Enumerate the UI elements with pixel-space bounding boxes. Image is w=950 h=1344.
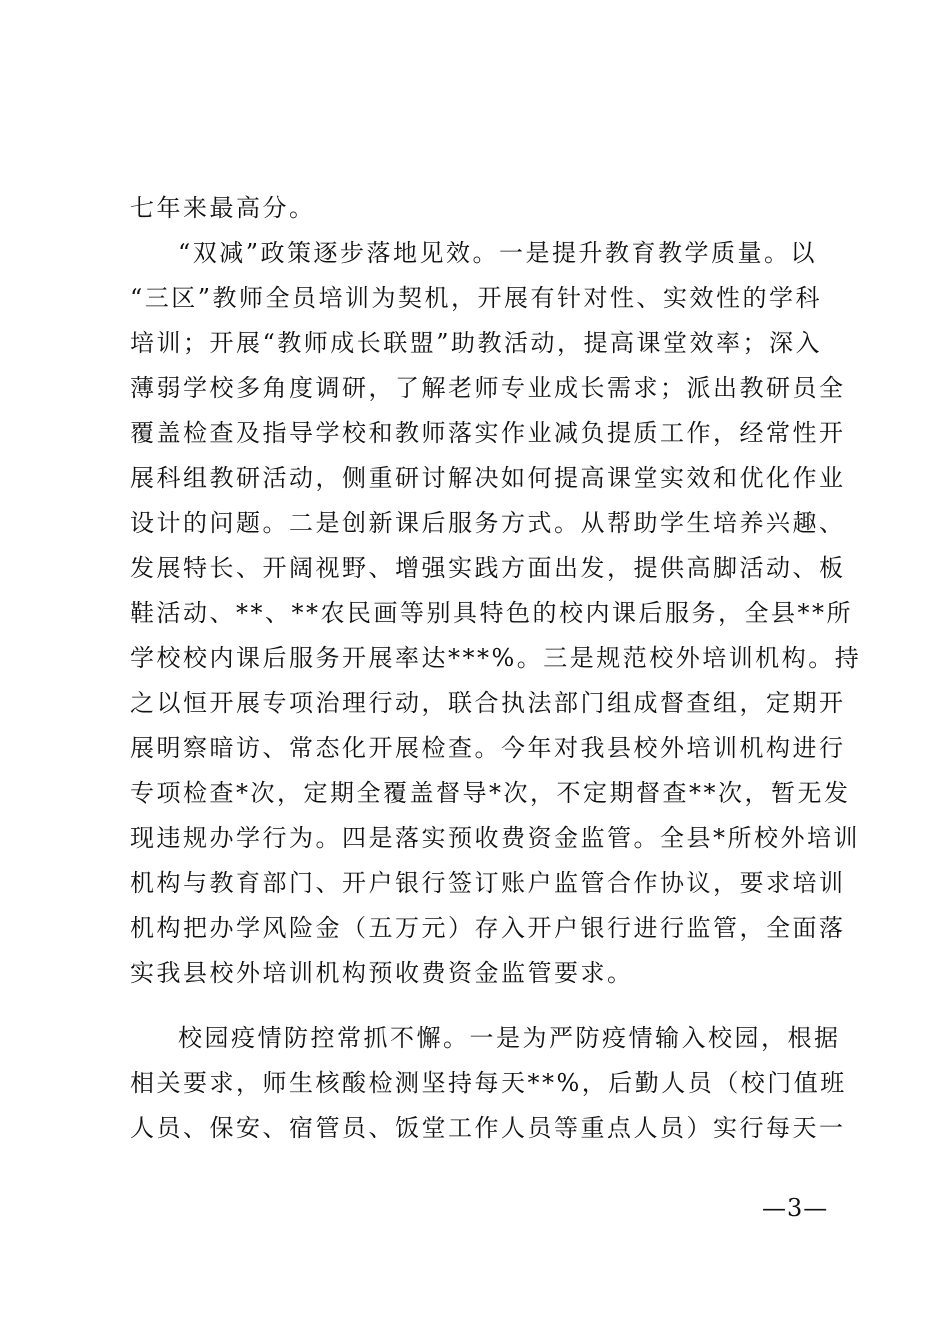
text-line: “三区”教师全员培训为契机，开展有针对性、实效性的学科 (130, 284, 823, 312)
text-line: 机构与教育部门、开户银行签订账户监管合作协议，要求培训 (130, 869, 846, 897)
text-line: 专项检查*次，定期全覆盖督导*次，不定期督查**次，暂无发 (130, 779, 851, 807)
text-line: 培训；开展“教师成长联盟”助教活动，提高课堂效率；深入 (130, 329, 823, 357)
text-line: 学校校内课后服务开展率达***%。三是规范校外培训机构。持 (130, 644, 862, 672)
text-line: 人员、保安、宿管员、饭堂工作人员等重点人员）实行每天一 (130, 1114, 846, 1142)
text-line: 发展特长、开阔视野、增强实践方面出发，提供高脚活动、板 (130, 554, 846, 582)
text-line: 七年来最高分。 (130, 194, 316, 222)
text-line: 相关要求，师生核酸检测坚持每天**%，后勤人员（校门值班 (130, 1069, 847, 1097)
text-line: 校园疫情防控常抓不懈。一是为严防疫情输入校园，根据 (178, 1024, 841, 1052)
text-line: 覆盖检查及指导学校和教师落实作业减负提质工作，经常性开 (130, 419, 846, 447)
text-line: 之以恒开展专项治理行动，联合执法部门组成督查组，定期开 (130, 689, 846, 717)
page-number: —3— (762, 1194, 829, 1222)
text-line: 设计的问题。二是创新课后服务方式。从帮助学生培养兴趣、 (130, 509, 846, 537)
text-line: 现违规办学行为。四是落实预收费资金监管。全县*所校外培训 (130, 824, 860, 852)
text-line: 机构把办学风险金（五万元）存入开户银行进行监管，全面落 (130, 914, 846, 942)
text-line: “双减”政策逐步落地见效。一是提升教育教学质量。以 (178, 239, 818, 267)
text-line: 展科组教研活动，侧重研讨解决如何提高课堂实效和优化作业 (130, 464, 846, 492)
text-line: 实我县校外培训机构预收费资金监管要求。 (130, 959, 634, 987)
text-line: 鞋活动、**、**农民画等别具特色的校内课后服务，全县**所 (130, 599, 853, 627)
text-line: 展明察暗访、常态化开展检查。今年对我县校外培训机构进行 (130, 734, 846, 762)
text-line: 薄弱学校多角度调研，了解老师专业成长需求；派出教研员全 (130, 374, 846, 402)
